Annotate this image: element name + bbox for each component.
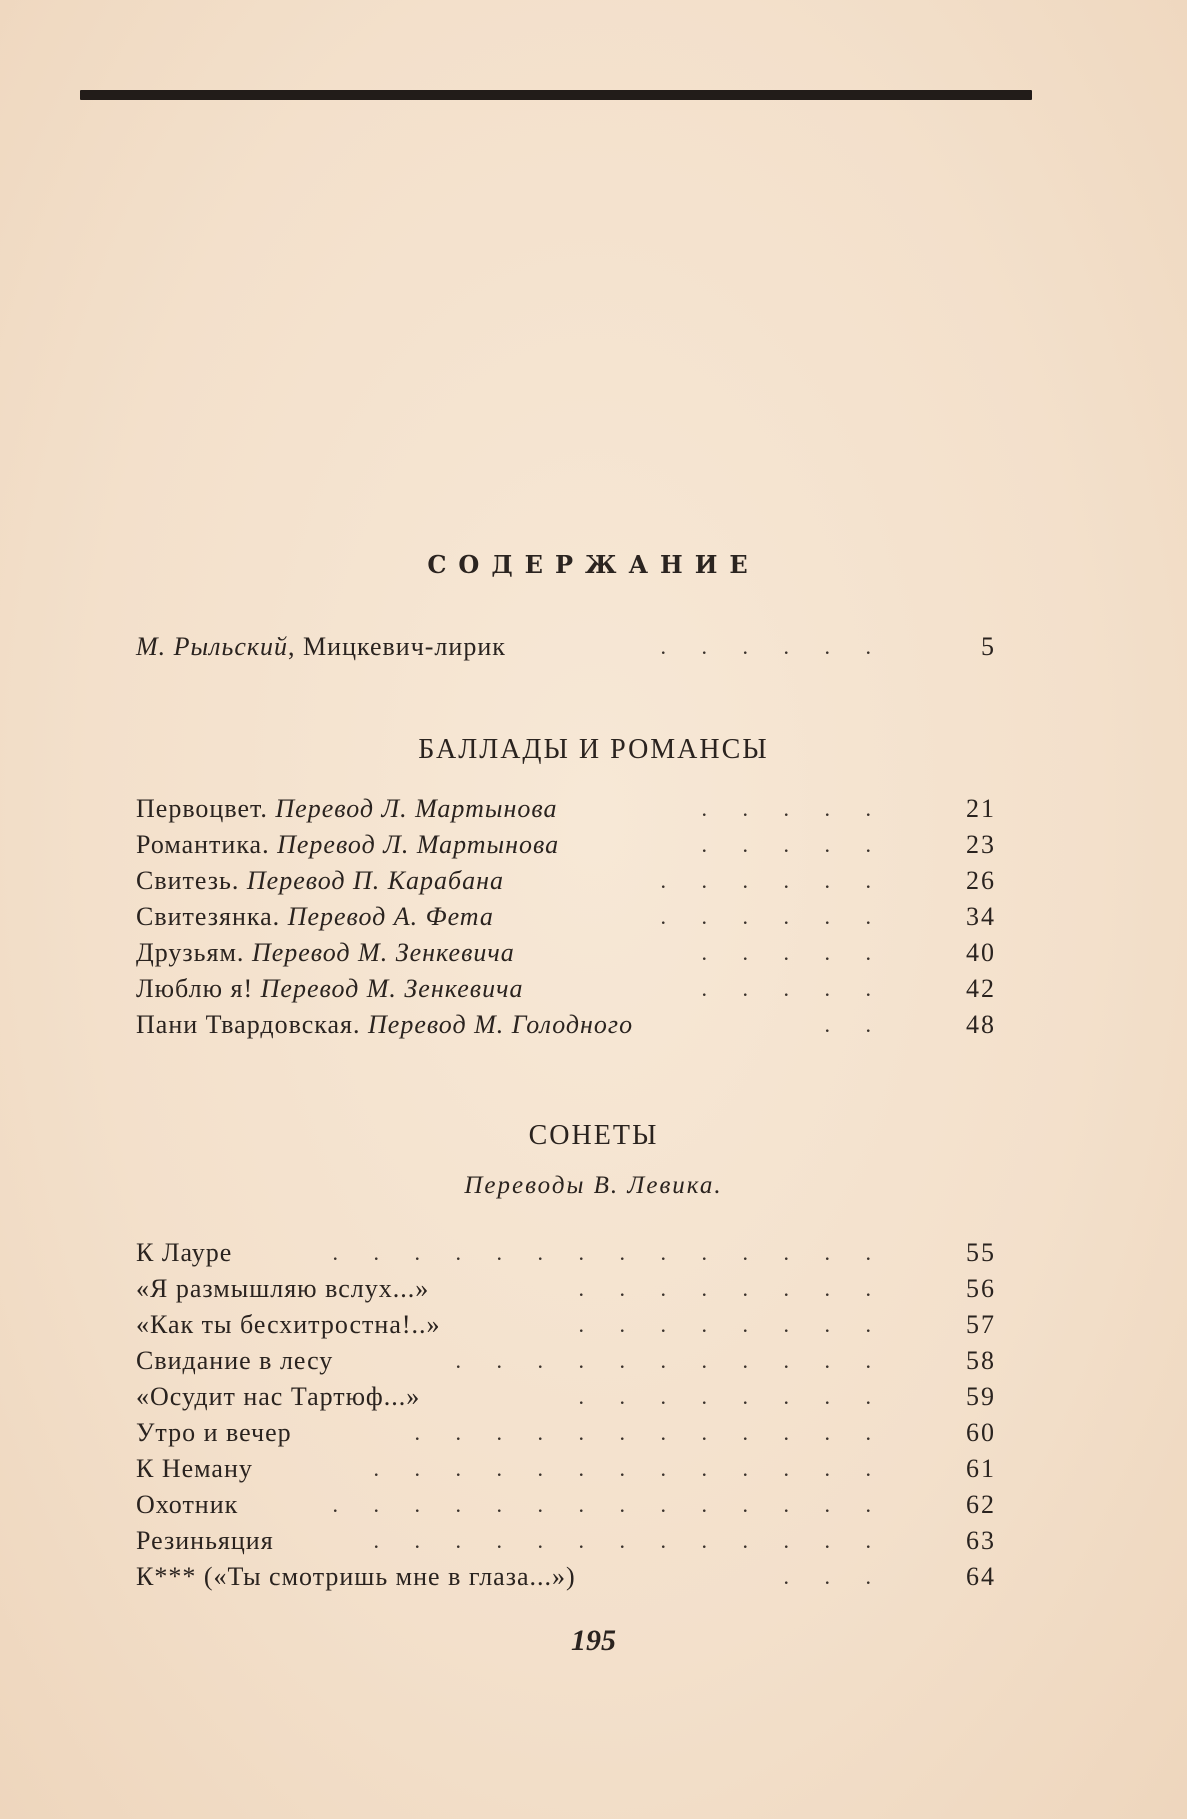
entry-translator: Перевод М. Зенкевича xyxy=(260,974,524,1003)
entry-page-number: 42 xyxy=(966,974,996,1003)
entry-page-number: 23 xyxy=(966,830,996,859)
leader-dots: . . . . . . . . . . . . . xyxy=(373,1456,886,1481)
toc-entry xyxy=(136,1488,996,1522)
toc-entry-label: М. Рыльский, Мицкевич-лирик xyxy=(136,632,506,661)
entry-title: Свидание в лесу xyxy=(136,1346,334,1375)
entry-page-number: 61 xyxy=(966,1454,996,1483)
toc-entry xyxy=(136,1560,996,1594)
entry-title: Романтика. xyxy=(136,830,270,859)
section-heading-ballads: БАЛЛАДЫ И РОМАНСЫ xyxy=(418,734,769,765)
entry-title: Пани Твардовская. xyxy=(136,1010,361,1039)
toc-entry xyxy=(136,792,996,826)
leader-dots: . . . . . . . . . . . . . xyxy=(373,1528,886,1553)
leader-dots: . . . . . . xyxy=(660,634,886,659)
entry-title: Резиньяция xyxy=(136,1526,274,1555)
entry-page-number: 5 xyxy=(981,632,996,661)
entry-page-number: 40 xyxy=(966,938,996,967)
toc-entry xyxy=(136,1344,996,1378)
entry-translator: Перевод А. Фета xyxy=(287,902,494,931)
entry-title: Люблю я! xyxy=(136,974,254,1003)
entry-title: К Лауре xyxy=(136,1238,233,1267)
entry-title: Свитезь. xyxy=(136,866,240,895)
top-rule xyxy=(80,90,1032,100)
toc-entry xyxy=(136,1380,996,1414)
entry-page-number: 62 xyxy=(966,1490,996,1519)
entry-page-number: 48 xyxy=(966,1010,996,1039)
leader-dots: . . . . . xyxy=(701,832,886,857)
leader-dots: . . . . . . xyxy=(660,904,886,929)
entry-page-number: 64 xyxy=(966,1562,996,1591)
leader-dots: . . . . . . . . . . . . . . xyxy=(332,1492,886,1517)
toc-entry xyxy=(136,1272,996,1306)
page-number: 195 xyxy=(571,1624,616,1657)
leader-dots: . . . . . xyxy=(701,976,886,1001)
toc-entry xyxy=(136,972,996,1006)
entry-page-number: 57 xyxy=(966,1310,996,1339)
entry-translator: Перевод Л. Мартынова xyxy=(277,830,560,859)
entry-title: Первоцвет. xyxy=(136,794,268,823)
leader-dots: . . xyxy=(824,1012,886,1037)
leader-dots: . . . . . xyxy=(701,940,886,965)
toc-entry-intro xyxy=(136,630,996,664)
leader-dots: . . . xyxy=(783,1564,886,1589)
entry-translator: Перевод М. Голодного xyxy=(368,1010,634,1039)
entry-page-number: 21 xyxy=(966,794,996,823)
section-subheading: Переводы В. Левика. xyxy=(464,1172,723,1199)
toc-entry xyxy=(136,1008,996,1042)
entry-title: Свитезянка. xyxy=(136,902,281,931)
section-heading-sonnets: СОНЕТЫ xyxy=(528,1120,659,1151)
leader-dots: . . . . . . . . xyxy=(578,1312,886,1337)
toc-entry xyxy=(136,1452,996,1486)
leader-dots: . . . . . . . . . . . . xyxy=(414,1420,886,1445)
entry-title: К*** («Ты смотришь мне в глаза...») xyxy=(136,1562,576,1591)
leader-dots: . . . . . . . . xyxy=(578,1384,886,1409)
entry-page-number: 58 xyxy=(966,1346,996,1375)
toc-entry xyxy=(136,936,996,970)
entry-page-number: 34 xyxy=(966,902,996,931)
entry-title: Мицкевич-лирик xyxy=(303,632,506,661)
entry-translator: Перевод П. Карабана xyxy=(246,866,505,895)
leader-dots: . . . . . xyxy=(701,796,886,821)
toc-entry xyxy=(136,900,996,934)
leader-dots: . . . . . . . . . . . xyxy=(455,1348,886,1373)
entry-title: «Я размышляю вслух...» xyxy=(136,1274,430,1303)
entry-page-number: 60 xyxy=(966,1418,996,1447)
toc-entry xyxy=(136,1308,996,1342)
toc-entry xyxy=(136,828,996,862)
leader-dots: . . . . . . . . xyxy=(578,1276,886,1301)
entry-page-number: 26 xyxy=(966,866,996,895)
leader-dots: . . . . . . xyxy=(660,868,886,893)
entry-page-number: 63 xyxy=(966,1526,996,1555)
entry-title: К Неману xyxy=(136,1454,253,1483)
entry-author: М. Рыльский xyxy=(136,632,289,661)
entry-title: Друзьям. xyxy=(136,938,245,967)
entry-title: Утро и вечер xyxy=(136,1418,292,1447)
entry-title: «Осудит нас Тартюф...» xyxy=(136,1382,421,1411)
entry-page-number: 55 xyxy=(966,1238,996,1267)
entry-page-number: 56 xyxy=(966,1274,996,1303)
toc-entry xyxy=(136,864,996,898)
toc-entry xyxy=(136,1416,996,1450)
entry-title: «Как ты бесхитростна!..» xyxy=(136,1310,441,1339)
leader-dots: . . . . . . . . . . . . . . xyxy=(332,1240,886,1265)
entry-translator: Перевод Л. Мартынова xyxy=(275,794,558,823)
toc-entry xyxy=(136,1524,996,1558)
entry-translator: Перевод М. Зенкевича xyxy=(251,938,515,967)
entry-page-number: 59 xyxy=(966,1382,996,1411)
toc-entry xyxy=(136,1236,996,1270)
entry-title: Охотник xyxy=(136,1490,239,1519)
page-title: СОДЕРЖАНИЕ xyxy=(427,550,760,579)
